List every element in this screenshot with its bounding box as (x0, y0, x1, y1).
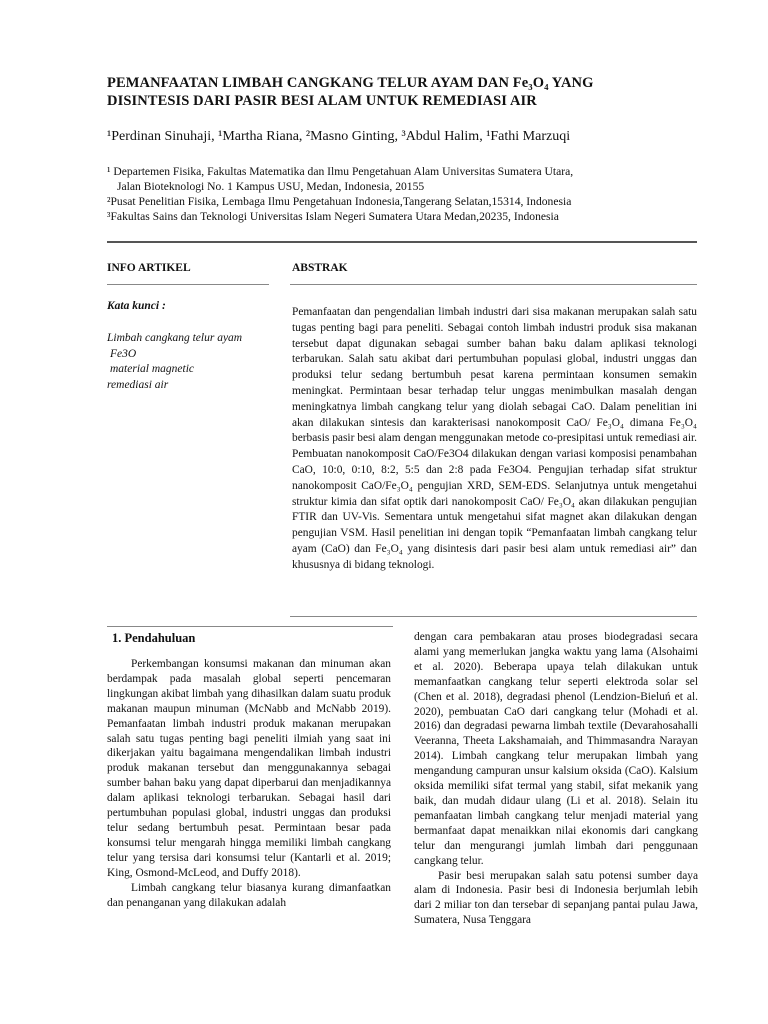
keyword-item: material magnetic (110, 363, 194, 375)
abstrak-heading: ABSTRAK (292, 262, 348, 274)
abstract-divider (290, 284, 697, 285)
body-column-left (107, 657, 391, 910)
info-artikel-heading: INFO ARTIKEL (107, 262, 191, 274)
affiliation-2: ²Pusat Penelitian Fisika, Lembaga Ilmu Pengetahuan Indonesia,Tangerang Selatan,15314, Indonesia (107, 195, 572, 208)
title-line-1: PEMANFAATAN LIMBAH CANGKANG TELUR AYAM DAN Fe₃O₄ YANG (107, 75, 594, 91)
paper-title (107, 74, 667, 110)
body-paragraph: Pasir besi merupakan salah satu potensi sumber daya alam di Indonesia. Pasir besi di Indonesia berjumlah lebih dari 2 miliar ton dan tersebar di sepanjang pantai pulau Jawa, Sumatera, Nusa Tenggara (414, 869, 698, 927)
title-line-2: DISINTESIS DARI PASIR BESI ALAM UNTUK REMEDIASI AIR (107, 93, 537, 109)
body-paragraph: dengan cara pembakaran atau proses biodegradasi secara alami yang memerlukan jangka waktu yang lama (Alsohaimi et al. 2020). Beberapa upaya telah dilakukan untuk memanfaatkan cangkang telur seperti elektroda solar sel (Chen et al. 2018), degradasi phenol (Lendzion-Bieluń et al. 2020), pembuatan CaO dari cangkang telur (Mohadi et al. 2016) dan degradasi pewarna limbah textile (Devarahosahalli Veeranna, Theeta Lakshamaiah, and Thimmasandra Narayan 2014). Limbah cangkang telur merupakan limbah yang mengandung campuran unsur kalsium oksida (CaO). Kalsium oksida memiliki sifat termal yang stabil, sifat mekanik yang baik, dan mudah didaur ulang (Li et al. 2018). Selain itu pemanfaatan limbah cangkang telur menjadi material yang bermanfaat dapat menaikkan nilai ekonomis dari cangkang telur dan mengurangi jumlah limbah dari penggunaan cangkang telur. (414, 631, 698, 867)
affiliation-1: ¹ Departemen Fisika, Fakultas Matematika dan Ilmu Pengetahuan Alam Universitas Sumatera Utara, (107, 165, 574, 178)
keyword-item: remediasi air (107, 378, 169, 391)
body-paragraph: Perkembangan konsumsi makanan dan minuman akan berdampak pada masalah global seperti pencemaran lingkungan akibat limbah yang dihasilkan dalam suatu produk makanan maupun minuman (McNabb and McNabb 2019). Pemanfaatan limbah industri produk makanan merupakan salah satu tugas penting bagi peneliti ilmiah yang saat ini dikerjakan yaitu bagaimana mengendalikan limbah industri produk makanan tersebut dan menggunakannya sebagai sumber bahan baku yang dapat diperbarui dan menjadikannya dalam aplikasi teknologi terbarukan. Sebagai hasil dari pertumbuhan populasi global, industri unggas dan produksi telur sedang bertumbuh pesat. Permintaan besar pada konsumsi telur mengarah hingga memiliki limbah cangkang telur yang tersisa dari konsumsi telur (Kantarli et al. 2019; King, Osmond-McLeod, and Duffy 2018). (107, 658, 391, 879)
header-divider (107, 241, 697, 243)
affiliations (107, 164, 667, 224)
abstract-bottom-divider (290, 616, 697, 617)
abstract-body: Pemanfaatan dan pengendalian limbah industri dari sisa makanan merupakan salah satu tugas penting bagi para peneliti. Sebagai contoh limbah industri produk sisa makanan tersebut dapat digunakan sebagai sumber bahan baku dalam aplikasi teknologi terbarukan. Salah satu akibat dari pertumbuhan populasi global, industri unggas dan produksi telur sedang bertumbuh pesat karena permintaan konsumen semakin meningkat. Permintaan besar terhadap telur unggas menimbulkan masalah dengan meningkatnya limbah cangkang telur yang diolah sebagai CaO. Dalam penelitian ini akan dilakukan sintesis dan karakterisasi nanokomposit CaO/ Fe₃O₄ dimana Fe₃O₄ berbasis pasir besi alam dengan menggunakan metode co-presipitasi untuk remediasi air. Pembuatan nanokomposit CaO/Fe3O4 dilakukan dengan variasi komposisi penambahan CaO, 10:0, 0:10, 8:2, 5:5 dan 2:8 pada Fe3O4. Pengujian terhadap sifat struktur nanokomposit CaO/Fe₃O₄ pengujian XRD, SEM-EDS. Selanjutnya untuk mengetahui struktur kimia dan sifat optik dari nanokomposit CaO/ Fe₃O₄ akan dilakukan pengujian FTIR dan UV-Vis. Sementara untuk mengetahui sifat magnet akan dilakukan dengan pengujian VSM. Hasil penelitian ini dengan topik “Pemanfaatan limbah cangkang telur ayam (CaO) dan Fe₃O₄ yang disintesis dari pasir besi alam untuk remediasi air” dan khususnya di bidang teknologi. (292, 306, 697, 571)
keyword-item: Limbah cangkang telur ayam (107, 332, 243, 344)
author-list: ¹Perdinan Sinuhaji, ¹Martha Riana, ²Masno Ginting, ³Abdul Halim, ¹Fathi Marzuqi (107, 129, 571, 144)
affiliation-1-address: Jalan Bioteknologi No. 1 Kampus USU, Medan, Indonesia, 20155 (117, 180, 425, 193)
info-divider (107, 284, 269, 285)
section-divider (107, 626, 393, 627)
section-heading: 1. Pendahuluan (112, 631, 196, 645)
body-column-right (414, 630, 698, 928)
affiliation-3: ³Fakultas Sains dan Teknologi Universitas Islam Negeri Sumatera Utara Medan,20235, Indonesia (107, 210, 559, 223)
body-paragraph: Limbah cangkang telur biasanya kurang dimanfaatkan dan penanganan yang dilakukan adalah (107, 881, 391, 909)
keywords-label: Kata kunci : (107, 300, 166, 312)
keyword-item: Fe3O (110, 347, 137, 360)
keywords-list (107, 331, 242, 393)
